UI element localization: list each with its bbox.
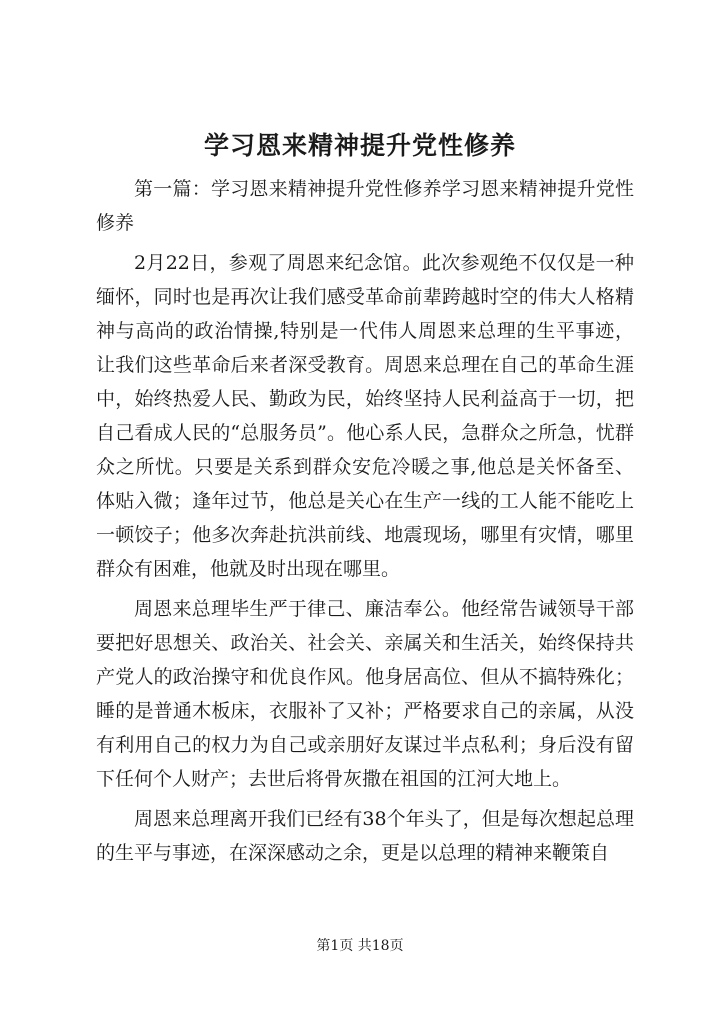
paragraph-heading: 第一篇：学习恩来精神提升党性修养学习恩来精神提升党性修养 [96,178,634,234]
paragraph: 周恩来总理离开我们已经有38个年头了，但是每次想起总理的生平与事迹，在深深感动之余，更是以总理的精神来鞭策自 [96,808,634,864]
page-footer: 第1页 共18页 [316,938,404,954]
paragraph: 周恩来总理毕生严于律己、廉洁奉公。他经常告诫领导干部要把好思想关、政治关、社会关、亲属关和生活关，始终保持共产党人的政治操守和优良作风。他身居高位、但从不搞特殊化；睡的是普通木板床，衣服补了又补；严格要求自己的亲属，从没有利用自己的权力为自己或亲朋好友谋过半点私利；身后没有留下任何个人财产；去世后将骨灰撒在祖国的江河大地上。 [96,598,634,790]
document-body [96,172,634,876]
document-title: 学习恩来精神提升党性修养 [203,131,516,160]
paragraph: 2月22日，参观了周恩来纪念馆。此次参观绝不仅仅是一种缅怀，同时也是再次让我们感受革命前辈跨越时空的伟大人格精神与高尚的政治情操,特别是一代伟人周恩来总理的生平事迹，让我们这些革命后来者深受教育。周恩来总理在自己的革命生涯中，始终热爱人民、勤政为民，始终坚持人民利益高于一切，把自己看成人民的“总服务员”。他心系人民，急群众之所急，忧群众之所忧。只要是关系到群众安危冷暖之事,他总是关怀备至、体贴入微；逢年过节，他总是关心在生产一线的工人能不能吃上一顿饺子；他多次奔赴抗洪前线、地震现场，哪里有灾情，哪里群众有困难，他就及时出现在哪里。 [96,252,634,580]
